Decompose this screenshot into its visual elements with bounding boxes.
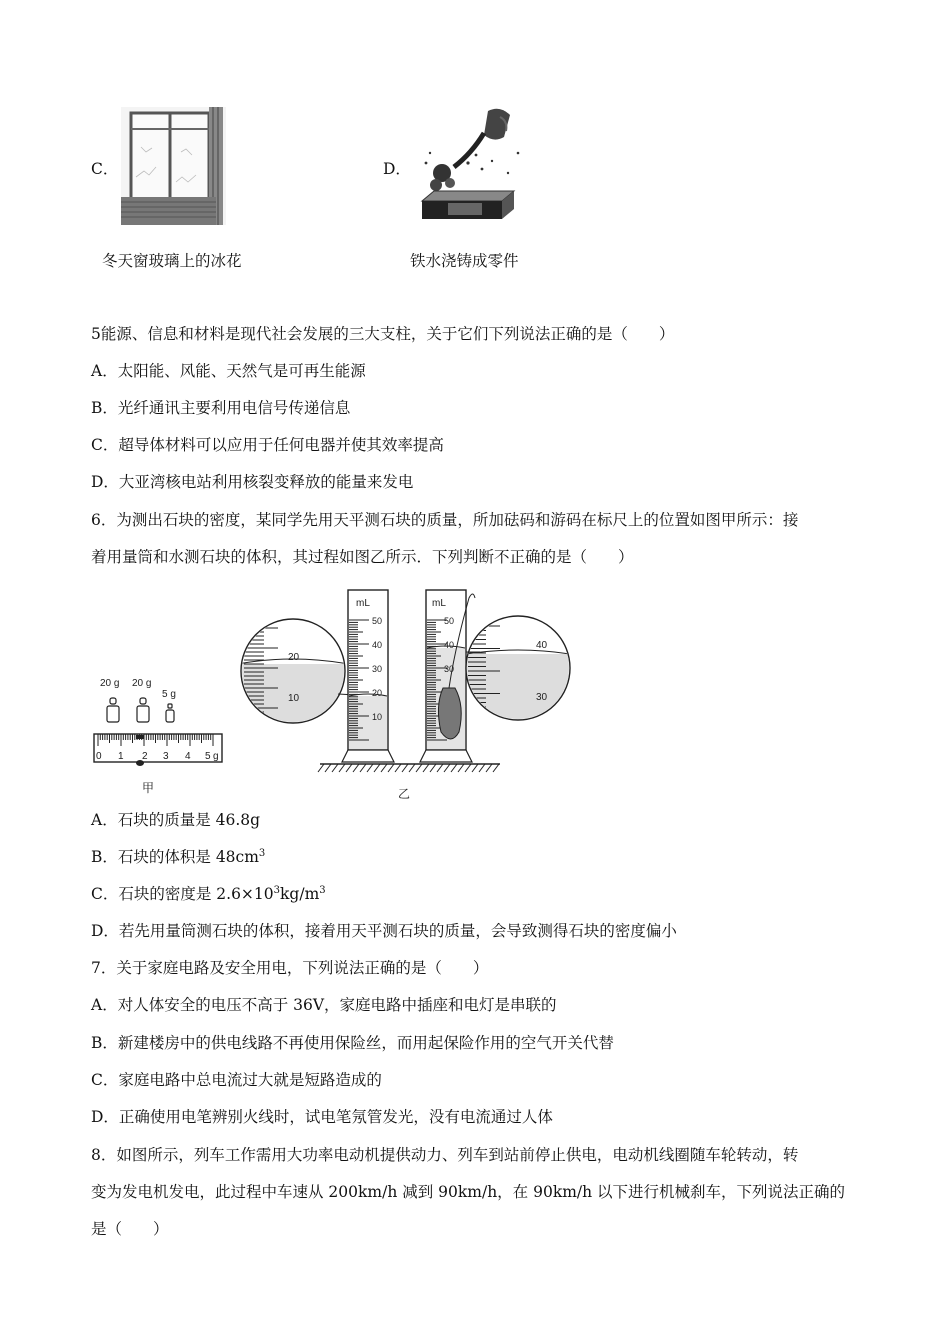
scale-tick-label: 5 <box>205 751 211 762</box>
q6-option-d: D．若先用量筒测石块的体积，接着用天平测石块的质量，会导致测得石块的密度偏小 <box>91 922 677 940</box>
ground-hatch-line <box>409 764 415 772</box>
weight-label: 20 g <box>132 678 152 689</box>
q5-option-c: C．超导体材料可以应用于任何电器并使其效率提高 <box>91 436 444 454</box>
zoom-right-label: 30 <box>536 692 548 703</box>
option-d-caption: 铁水浇铸成零件 <box>410 252 519 270</box>
q7-option-c: C．家庭电路中总电流过大就是短路造成的 <box>91 1071 382 1089</box>
q7-option-d: D．正确使用电笔辨别火线时，试电笔氖管发光，没有电流通过人体 <box>91 1108 553 1126</box>
ground-hatch-line <box>374 764 380 772</box>
q6-stem-line2: 着用量筒和水测石块的体积，其过程如图乙所示．下列判断不正确的是（ ） <box>91 548 634 566</box>
q6-option-a: A．石块的质量是 46.8g <box>91 811 261 829</box>
ground-hatch-line <box>346 764 352 772</box>
stone <box>438 688 461 739</box>
cylinder-tick: 10 <box>372 712 383 722</box>
q6-option-c <box>91 884 326 904</box>
ground-hatch-line <box>479 764 485 772</box>
ground-hatch-line <box>332 764 338 772</box>
option-c-caption: 冬天窗玻璃上的冰花 <box>102 252 242 270</box>
ground-hatch-line <box>465 764 471 772</box>
q8-stem-line2: 变为发电机发电，此过程中车速从 200km/h 减到 90km/h，在 90km/h 以下进行机械刹车，下列说法正确的 <box>91 1183 846 1201</box>
q6-option-c-sup2: 3 <box>319 884 326 896</box>
q6-option-b-sup: 3 <box>258 847 266 859</box>
option-c-label: C． <box>91 160 119 178</box>
ground-hatch-line <box>381 764 387 772</box>
q5-stem: 5能源、信息和材料是现代社会发展的三大支柱，关于它们下列说法正确的是（ ） <box>91 325 675 343</box>
window-frost-illustration <box>121 107 226 225</box>
q5-option-a: A．太阳能、风能、天然气是可再生能源 <box>91 362 366 380</box>
ground-hatch-line <box>325 764 331 772</box>
cylinder-unit: mL <box>432 598 446 609</box>
ground-hatch-line <box>367 764 373 772</box>
scale-tick-label: 3 <box>163 751 169 762</box>
ground-hatch-line <box>388 764 394 772</box>
q5-option-b: B．光纤通讯主要利用电信号传递信息 <box>91 399 351 417</box>
zoom-right-label: 40 <box>536 640 548 651</box>
weight-20g <box>107 698 174 722</box>
option-d-label: D． <box>383 160 411 178</box>
ground-hatch-line <box>423 764 429 772</box>
scale-tick-label: 0 <box>96 751 102 762</box>
q7-stem: 7．关于家庭电路及安全用电，下列说法正确的是（ ） <box>91 959 489 977</box>
cylinder-unit: mL <box>356 598 370 609</box>
ground-hatch-line <box>416 764 422 772</box>
q8-stem-line1: 8．如图所示，列车工作需用大功率电动机提供动力、列车到站前停止供电，电动机线圈随车轮转动，转 <box>91 1146 799 1164</box>
pouring-molten-iron-illustration <box>418 103 528 225</box>
cylinder-tick: 50 <box>372 616 383 626</box>
ground-hatch-line <box>451 764 457 772</box>
q6-option-c-sup1: 3 <box>273 884 281 896</box>
figure-yi-cylinders <box>238 576 578 804</box>
scale-tick-label: 4 <box>185 751 191 762</box>
ground-hatch-line <box>486 764 492 772</box>
cylinder-tick: 50 <box>444 616 455 626</box>
cylinder-tick: 30 <box>444 664 455 674</box>
q7-option-a: A．对人体安全的电压不高于 36V，家庭电路中插座和电灯是串联的 <box>91 996 557 1014</box>
figure-yi-caption: 乙 <box>398 787 411 801</box>
ground-hatch-line <box>493 764 499 772</box>
q6-option-c-text: C．石块的密度是 2.6×10 <box>91 885 274 903</box>
ground-hatch-line <box>430 764 436 772</box>
scale-tick-label: 2 <box>142 751 148 762</box>
scale-tick-label: g <box>213 751 219 762</box>
ground-hatch-line <box>437 764 443 772</box>
ground-hatch-line <box>444 764 450 772</box>
q8-stem-line3: 是（ ） <box>91 1220 169 1238</box>
q6-option-b <box>91 847 265 867</box>
cylinder-tick: 20 <box>372 688 383 698</box>
q5-option-d: D．大亚湾核电站利用核裂变释放的能量来发电 <box>91 473 414 491</box>
figure-jia-caption: 甲 <box>142 781 155 795</box>
ground-hatch-line <box>339 764 345 772</box>
ground-hatch-line <box>472 764 478 772</box>
ground-hatch-line <box>458 764 464 772</box>
ground-hatch-line <box>395 764 401 772</box>
cylinder-tick: 40 <box>444 640 455 650</box>
q6-option-c-unit: kg/m <box>280 885 320 903</box>
weight-label: 20 g <box>100 678 120 689</box>
ground-hatch-line <box>318 764 324 772</box>
cylinder-tick: 30 <box>372 664 383 674</box>
figure-jia-balance <box>90 672 230 800</box>
q6-option-b-text: B．石块的体积是 48cm <box>91 848 259 866</box>
zoom-left-label: 10 <box>288 693 300 704</box>
cylinder-tick: 40 <box>372 640 383 650</box>
ground-hatch-line <box>353 764 359 772</box>
q7-option-b: B．新建楼房中的供电线路不再使用保险丝，而用起保险作用的空气开关代替 <box>91 1034 614 1052</box>
q6-stem-line1: 6．为测出石块的密度，某同学先用天平测石块的质量，所加砝码和游码在标尺上的位置如图甲所示：接 <box>91 511 799 529</box>
scale-tick-label: 1 <box>118 751 124 762</box>
ground-hatch-line <box>360 764 366 772</box>
weight-label: 5 g <box>162 689 176 700</box>
ground-hatch-line <box>402 764 408 772</box>
zoom-left-label: 20 <box>288 652 300 663</box>
